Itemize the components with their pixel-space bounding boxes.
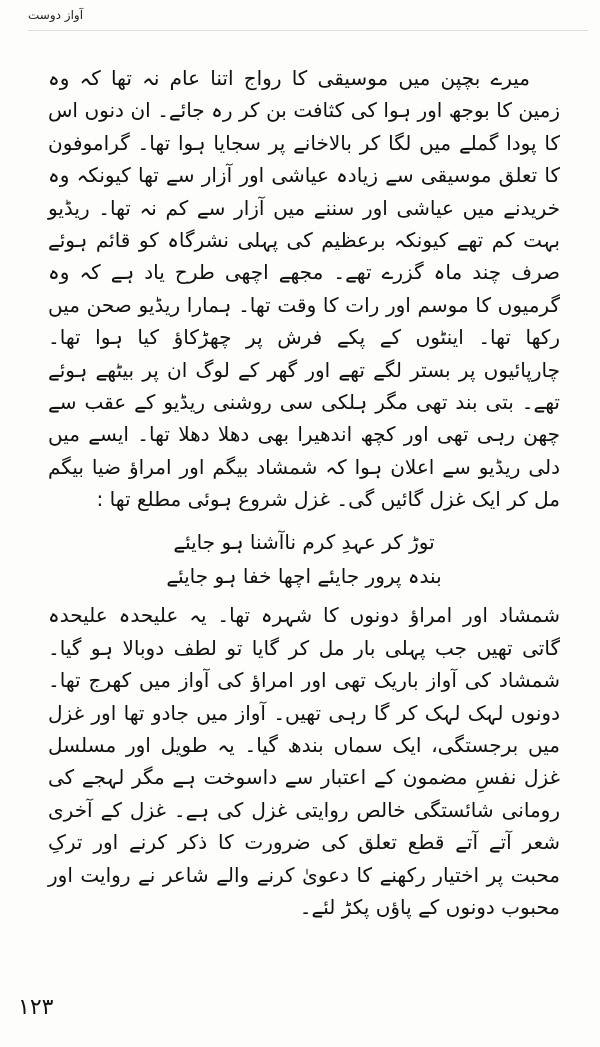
header-divider [28, 30, 588, 31]
page-number: ۱۲۳ [18, 995, 54, 1020]
couplet-line-1: توڑ کر عہدِ کرم ناآشنا ہو جایئے [173, 530, 435, 555]
paragraph-2: شمشاد اور امراؤ دونوں کا شہرہ تھا۔ یہ علیحدہ علیحدہ گاتی تھیں جب پہلی بار مل کر گایا تو لطف دوبالا ہو گیا۔ شمشاد کی آواز باریک تھی اور امراؤ کی آواز میں کھرج تھا۔ دونوں لہک لہک کر گا رہی تھیں۔ آواز میں جادو تھا اور غزل میں برجستگی، ایک سماں بندھ گیا۔ یہ طویل اور مسلسل غزل نفسِ مضمون کے اعتبار سے داسوخت ہے مگر لہجے کی رومانی شائستگی خالص روایتی غزل کی ہے۔ غزل کے آخری شعر آتے آتے قطع تعلق کی ضرورت کا ذکر کرنے اور ترکِ محبت پر اختیار رکھنے کا دعویٰ کرنے والے شاعر نے روایت اور محبوب دونوں کے پاؤں پکڑ لئے۔ [48, 603, 560, 919]
running-header: آواز دوست [28, 8, 84, 22]
couplet [48, 525, 560, 593]
paragraph-1: میرے بچپن میں موسیقی کا رواج اتنا عام نہ تھا کہ وہ زمین کا بوجھ اور ہوا کی کثافت بن کر رہ جائے۔ ان دنوں اس کا پودا گملے میں لگا کر بالاخانے پر سجایا ہوا تھا۔ گراموفون کا تعلق موسیقی سے زیادہ عیاشی اور آزار سے تھا کیونکہ وہ خریدنے میں عیاشی اور سننے میں آزار سے کم نہ تھا۔ ریڈیو بہت کم تھے کیونکہ برعظیم کی پہلی نشرگاہ کو قائم ہوئے صرف چند ماہ گزرے تھے۔ مجھے اچھی طرح یاد ہے کہ وہ گرمیوں کا موسم اور رات کا وقت تھا۔ ہمارا ریڈیو صحن میں رکھا تھا۔ اینٹوں کے پکے فرش پر چھڑکاؤ کیا ہوا تھا۔ چارپائیوں پر بستر لگے تھے اور گھر کے لوگ ان پر بیٹھے ہوئے تھے۔ بتی بند تھی مگر ہلکی سی روشنی ریڈیو کے عقب سے چھن رہی تھی اور کچھ اندھیرا بھی دھلا دھلا تھا۔ ایسے میں دلی ریڈیو سے اعلان ہوا کہ شمشاد بیگم اور امراؤ ضیا بیگم مل کر ایک غزل گائیں گی۔ غزل شروع ہوئی مطلع تھا : [48, 66, 560, 512]
body-text [48, 62, 560, 923]
couplet-line-2: بندہ پرور جایئے اچھا خفا ہو جایئے [166, 564, 442, 589]
